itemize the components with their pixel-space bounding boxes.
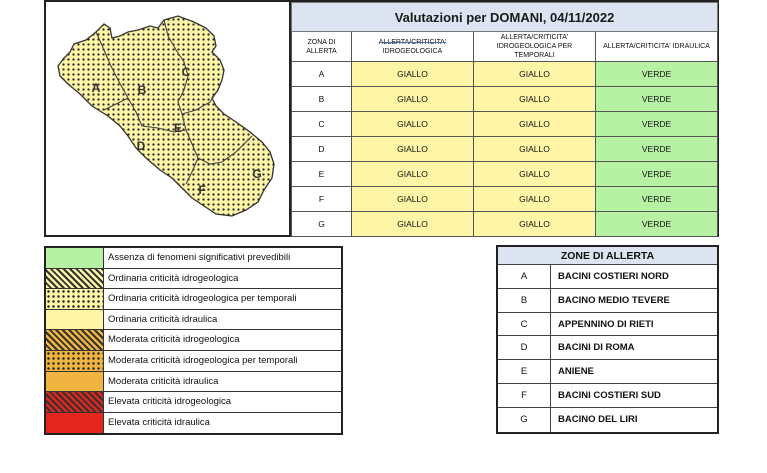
- zone-cell: D: [292, 137, 352, 162]
- legend-item: [46, 351, 341, 372]
- legend-swatch-yellow-hatch: [46, 269, 104, 289]
- legend-swatch-red-hatch: [46, 392, 104, 412]
- legend-item: [46, 289, 341, 310]
- legend-item: [46, 330, 341, 351]
- legend: [44, 246, 343, 435]
- table-row: [292, 187, 718, 212]
- temporali-cell: GIALLO: [474, 137, 596, 162]
- table-row: [292, 212, 718, 237]
- zone-row: [498, 360, 717, 384]
- idro-cell: GIALLO: [352, 112, 474, 137]
- header-temporali: ALLERTA/CRITICITA' IDROGEOLOGICA PER TEMPORALI: [474, 32, 596, 62]
- map-label-a: A: [91, 81, 101, 95]
- map-label-e: E: [173, 121, 183, 135]
- zone-row: [498, 336, 717, 360]
- idraulica-cell: VERDE: [596, 112, 718, 137]
- legend-swatch-yellow: [46, 310, 104, 330]
- zone-row: [498, 313, 717, 337]
- zone-cell: G: [292, 212, 352, 237]
- bulletin-frame: [44, 0, 719, 237]
- idro-cell: GIALLO: [352, 212, 474, 237]
- idro-cell: GIALLO: [352, 187, 474, 212]
- legend-swatch-yellow-dots: [46, 289, 104, 309]
- alert-zones-map: [46, 2, 291, 235]
- temporali-cell: GIALLO: [474, 112, 596, 137]
- legend-label: Moderata criticità idraulica: [108, 375, 219, 387]
- zone-name: APPENNINO DI RIETI: [558, 318, 654, 330]
- legend-item: [46, 413, 341, 434]
- temporali-cell: GIALLO: [474, 62, 596, 87]
- legend-swatch-red: [46, 413, 104, 434]
- zone-name: BACINI COSTIERI SUD: [558, 389, 661, 401]
- legend-label: Elevata criticità idraulica: [108, 416, 210, 428]
- legend-label: Ordinaria criticità idrogeologica per temporali: [108, 293, 297, 305]
- map-label-g: G: [252, 167, 262, 181]
- zone-name: BACINO MEDIO TEVERE: [558, 294, 670, 306]
- header-idraulica: ALLERTA/CRITICITA' IDRAULICA: [596, 32, 718, 62]
- zone-cell: F: [292, 187, 352, 212]
- legend-item: [46, 310, 341, 331]
- temporali-cell: GIALLO: [474, 162, 596, 187]
- zone-cell: E: [292, 162, 352, 187]
- zone-code: C: [498, 313, 551, 336]
- zone-code: G: [498, 408, 551, 432]
- header-idrogeologica: ALLERTA/CRITICITA' IDROGEOLOGICA: [352, 32, 474, 62]
- zone-code: D: [498, 336, 551, 359]
- zone-row: [498, 265, 717, 289]
- evaluation-table: [291, 2, 718, 237]
- alert-zones-table: [496, 245, 719, 434]
- legend-label: Assenza di fenomeni significativi prevedibili: [108, 252, 291, 263]
- legend-item: [46, 372, 341, 393]
- legend-item: [46, 248, 341, 269]
- zone-cell: C: [292, 112, 352, 137]
- zone-name: BACINO DEL LIRI: [558, 413, 638, 425]
- legend-swatch-orange-hatch: [46, 330, 104, 350]
- table-row: [292, 162, 718, 187]
- zone-cell: A: [292, 62, 352, 87]
- evaluation-title: Valutazioni per DOMANI, 04/11/2022: [292, 3, 718, 32]
- zone-code: F: [498, 384, 551, 407]
- legend-label: Elevata criticità idrogeologica: [108, 396, 232, 408]
- idro-cell: GIALLO: [352, 62, 474, 87]
- table-row: [292, 137, 718, 162]
- temporali-cell: GIALLO: [474, 187, 596, 212]
- temporali-cell: GIALLO: [474, 87, 596, 112]
- idro-cell: GIALLO: [352, 162, 474, 187]
- idraulica-cell: VERDE: [596, 87, 718, 112]
- legend-swatch-green: [46, 248, 104, 268]
- lazio-map: [46, 2, 291, 235]
- zone-row: [498, 408, 717, 432]
- temporali-cell: GIALLO: [474, 212, 596, 237]
- map-label-d: D: [136, 139, 146, 153]
- zones-title: ZONE DI ALLERTA: [498, 247, 717, 265]
- legend-label: Moderata criticità idrogeologica: [108, 334, 240, 346]
- legend-label: Ordinaria criticità idrogeologica: [108, 272, 239, 284]
- zone-code: A: [498, 265, 551, 288]
- zone-code: E: [498, 360, 551, 383]
- zone-row: [498, 384, 717, 408]
- lazio-region-outline: [58, 16, 274, 216]
- idraulica-cell: VERDE: [596, 137, 718, 162]
- zone-name: ANIENE: [558, 366, 594, 378]
- idraulica-cell: VERDE: [596, 187, 718, 212]
- zone-name: BACINI DI ROMA: [558, 342, 635, 354]
- header-idrogeologica-struck: ALLERTA/CRITICITA': [378, 38, 447, 46]
- idraulica-cell: VERDE: [596, 162, 718, 187]
- table-row: [292, 112, 718, 137]
- legend-item: [46, 269, 341, 290]
- legend-swatch-orange: [46, 372, 104, 392]
- header-zone: ZONA DI ALLERTA: [292, 32, 352, 62]
- map-label-f: F: [198, 183, 206, 197]
- idro-cell: GIALLO: [352, 137, 474, 162]
- zone-cell: B: [292, 87, 352, 112]
- table-row: [292, 87, 718, 112]
- zone-row: [498, 289, 717, 313]
- idraulica-cell: VERDE: [596, 62, 718, 87]
- legend-label: Moderata criticità idrogeologica per temporali: [108, 354, 298, 366]
- legend-swatch-orange-dots: [46, 351, 104, 371]
- idro-cell: GIALLO: [352, 87, 474, 112]
- legend-label: Ordinaria criticità idraulica: [108, 313, 218, 325]
- zone-code: B: [498, 289, 551, 312]
- zone-name: BACINI COSTIERI NORD: [558, 271, 669, 282]
- map-label-b: B: [137, 83, 147, 97]
- table-row: [292, 62, 718, 87]
- map-label-c: C: [181, 65, 191, 79]
- idraulica-cell: VERDE: [596, 212, 718, 237]
- legend-item: [46, 392, 341, 413]
